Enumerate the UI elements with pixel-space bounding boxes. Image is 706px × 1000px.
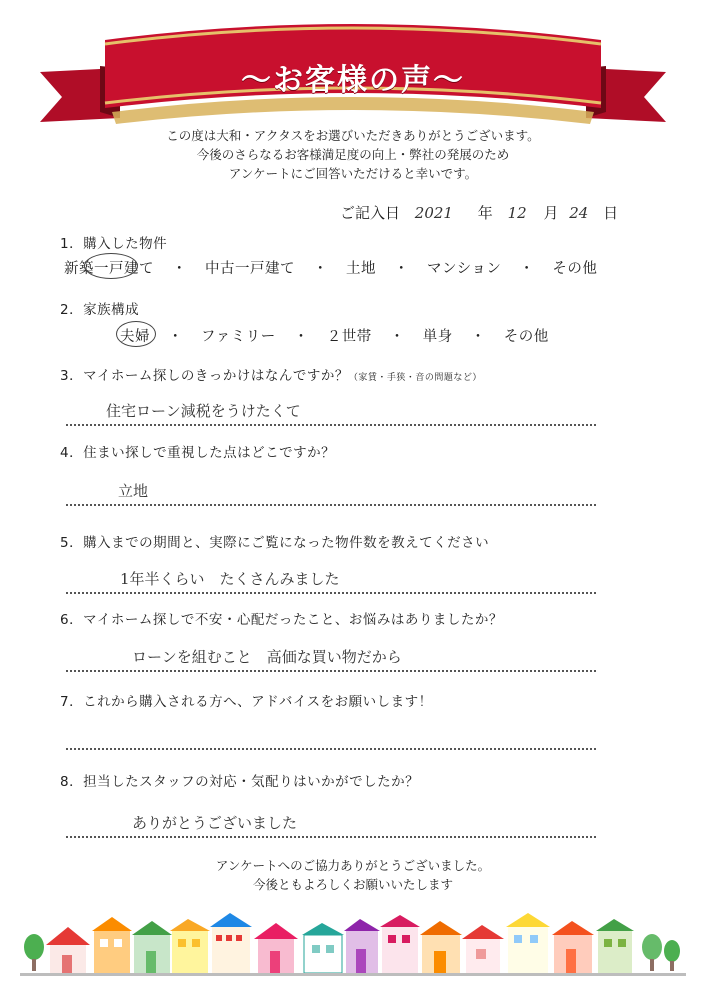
intro-line-1: この度は大和・アクタスをお選びいただきありがとうございます。 <box>166 128 540 143</box>
footer-line-1: アンケートへのご協力ありがとうございました。 <box>215 858 491 873</box>
q4-label: 4．住まい探しで重視した点はどこですか？ <box>60 445 336 461</box>
q7-answer-line <box>66 748 596 750</box>
q1-option-3[interactable]: 土地 <box>346 261 376 277</box>
q4-answer[interactable]: 立地 <box>118 482 149 500</box>
q3-note: （家賃・手狭・音の問題など） <box>348 373 482 383</box>
footer-line-2: 今後ともよろしくお願いいたします <box>252 877 453 892</box>
house-icon <box>170 919 210 973</box>
house-icon <box>596 919 634 973</box>
q3-answer-line <box>66 424 596 426</box>
date-month: 12 <box>507 204 527 222</box>
house-icon <box>254 923 298 973</box>
selection-circle <box>116 321 156 347</box>
q5-answer-line <box>66 592 596 594</box>
q6-answer-line <box>66 670 596 672</box>
q8-label: 8．担当したスタッフの対応・気配りはいかがでしたか？ <box>60 774 420 790</box>
q1-option-5[interactable]: その他 <box>552 261 598 277</box>
entry-date <box>340 202 618 223</box>
houses-illustration <box>20 905 686 985</box>
date-day-unit: 日 <box>603 204 619 222</box>
banner-title: 〜お客様の声〜 <box>241 63 465 98</box>
q2-label: 2．家族構成 <box>60 302 140 318</box>
q2-options: 夫婦 ・ ファミリー ・ ２世帯 ・ 単身 ・ その他 <box>120 325 549 346</box>
date-label: ご記入日 <box>340 204 401 222</box>
q2-option-1[interactable]: 夫婦 <box>120 325 150 346</box>
house-icon <box>132 921 172 973</box>
q1-label: 1．購入した物件 <box>60 236 168 252</box>
q7-label: 7．これから購入される方へ、アドバイスをお願いします！ <box>60 694 433 710</box>
date-month-unit: 月 <box>543 204 559 222</box>
intro-line-3: アンケートにご回答いただけると幸いです。 <box>228 166 478 181</box>
q3-label: 3．マイホーム探しのきっかけはなんですか？（家賃・手狭・音の問題など） <box>60 368 482 384</box>
q4-answer-line <box>66 504 596 506</box>
q5-answer[interactable]: 1年半くらい たくさんみました <box>120 570 340 588</box>
intro-line-2: 今後のさらなるお客様満足度の向上・弊社の発展のため <box>196 147 510 162</box>
house-icon <box>210 913 252 973</box>
q8-answer-line <box>66 836 596 838</box>
tree-icon <box>664 940 680 971</box>
q2-option-4[interactable]: 単身 <box>422 329 453 345</box>
tree-icon <box>24 934 44 971</box>
date-day: 24 <box>569 204 589 222</box>
q8-answer[interactable]: ありがとうございました <box>132 814 298 832</box>
q1-option-4[interactable]: マンション <box>427 261 502 277</box>
q1-option-1[interactable]: 新築一戸建て <box>64 257 154 278</box>
house-icon <box>552 921 594 973</box>
q2-option-5[interactable]: その他 <box>503 329 549 345</box>
house-icon <box>46 927 90 973</box>
q2-option-2[interactable]: ファミリー <box>201 329 276 345</box>
date-year-unit: 年 <box>477 204 493 222</box>
house-icon <box>344 919 380 973</box>
date-year: 2021 <box>414 204 453 222</box>
house-icon <box>506 913 550 973</box>
house-icon <box>462 925 504 973</box>
q1-option-2[interactable]: 中古一戸建て <box>205 261 295 277</box>
q6-label: 6．マイホーム探しで不安・心配だったこと、お悩みはありましたか？ <box>60 612 503 628</box>
selection-circle <box>84 253 138 279</box>
tree-icon <box>642 934 662 971</box>
q6-answer[interactable]: ローンを組むこと 高価な買い物だから <box>132 648 402 666</box>
house-icon <box>380 915 420 973</box>
q5-label: 5．購入までの期間と、実際にご覧になった物件数を教えてください <box>60 535 490 551</box>
house-icon <box>302 923 344 973</box>
q3-answer[interactable]: 住宅ローン減税をうけたくて <box>106 402 301 420</box>
q1-options: 新築一戸建て ・ 中古一戸建て ・ 土地 ・ マンション ・ その他 <box>64 257 597 278</box>
house-icon <box>92 917 132 973</box>
house-icon <box>420 921 462 973</box>
q2-option-3[interactable]: ２世帯 <box>326 329 372 345</box>
